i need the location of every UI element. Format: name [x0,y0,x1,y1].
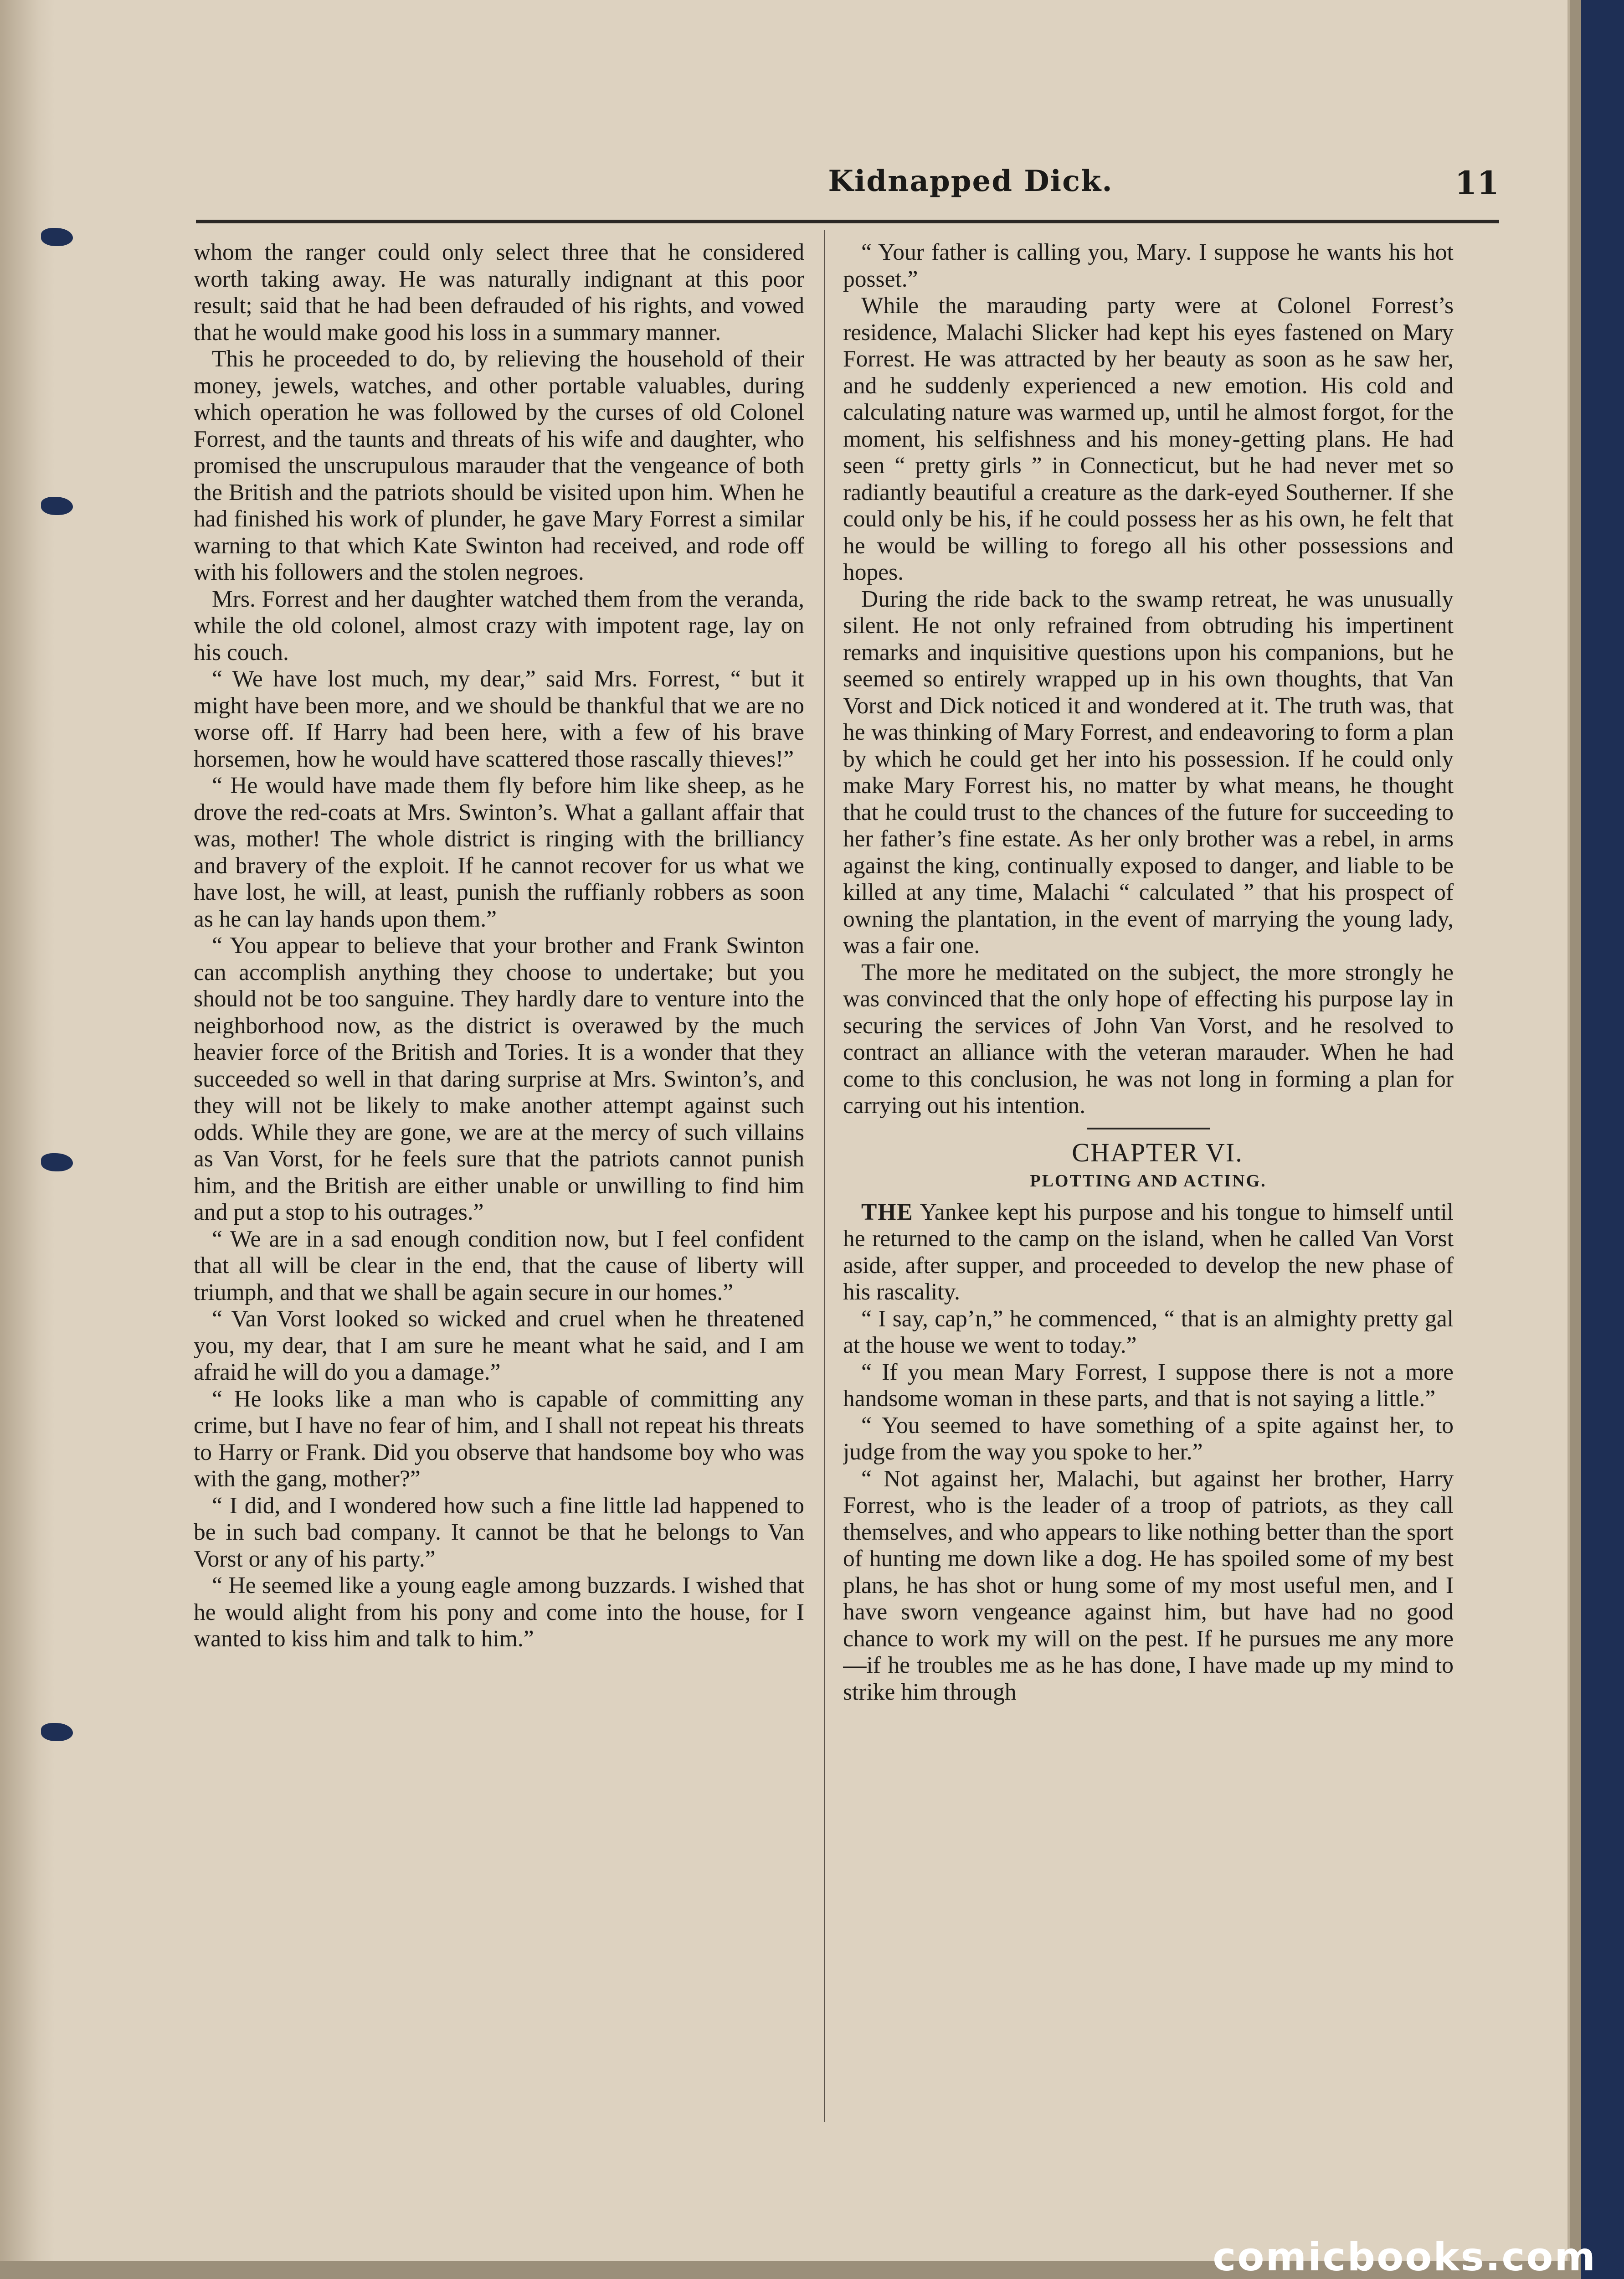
paragraph: “ We are in a sad enough condition now, but I feel confident that all will be clear in the end, that the cause of liberty will triumph, and that we shall be again secure in our homes.” [194,1226,804,1305]
binding-stitch [41,1153,73,1171]
paragraph: “ If you mean Mary Forrest, I suppose there is not a more handsome woman in these parts, and that is not saying a little.” [843,1359,1454,1412]
binding-stitch [41,1723,73,1741]
running-title: Kidnapped Dick. [828,164,1113,198]
chapter-rule [1087,1128,1210,1129]
chapter-title: CHAPTER VI. [1072,1137,1243,1167]
paragraph: “ I say, cap’n,” he commenced, “ that is an almighty pretty gal at the house we went to today.” [843,1305,1454,1358]
watermark: comicbooks.com [1213,2234,1597,2279]
chapter-first-paragraph [843,1199,1454,1306]
paragraph: The more he meditated on the subject, the more strongly he was convinced that the only hope of effecting his purpose lay in securing the services of John Van Vorst, and he resolved to contract an alliance with the veteran marauder. When he had come to this conclusion, he was not long in forming a plan for carrying out his intention. [843,959,1454,1119]
paragraph: “ He seemed like a young eagle among buzzards. I wished that he would alight from his pony and come into the house, for I wanted to kiss him and talk to him.” [194,1573,804,1652]
paragraph: Mrs. Forrest and her daughter watched them from the veranda, while the old colonel, almost crazy with impotent rage, lay on his couch. [194,586,804,665]
right-column-bottom-text [843,1306,1454,1706]
paragraph: “ Van Vorst looked so wicked and cruel when he threatened you, my dear, that I am sure he meant what he said, and I am afraid he will do you a damage.” [194,1306,804,1385]
binding-stitch [41,228,73,246]
paragraph: “ Not against her, Malachi, but against her brother, Harry Forrest, who is the leader of a troop of patriots, as they call themselves, and who appears to like nothing better than the sport of hunting me down like a dog. He has spoiled some of my best plans, he has shot or hung some of my most useful men, and I have sworn vengeance against him, but have had no good chance to work my will on the pest. If he pursues me any more—if he troubles me as he has done, I have made up my mind to strike him through [843,1465,1454,1705]
paragraph: “ We have lost much, my dear,” said Mrs. Forrest, “ but it might have been more, and we should be thankful that we are no worse off. If Harry had been here, with a few of his brave horsemen, how he would have scattered those rascally thieves!” [194,666,804,772]
paragraph: While the marauding party were at Colonel Forrest’s residence, Malachi Slicker had kept his eyes fastened on Mary Forrest. He was attracted by her beauty as soon as he saw her, and he suddenly experienced a new emotion. His cold and calculating nature was warmed up, until he almost forgot, for the moment, his selfishness and his money-getting plans. He had seen “ pretty girls ” in Connecticut, but he had never met so radiantly beautiful a creature as the dark-eyed Southerner. If she could only be his, if he could possess her as his own, he felt that he would be willing to forego all his other possessions and hopes. [843,293,1454,585]
binding-gutter [0,0,55,2261]
chapter-lead-word: THE [861,1199,914,1225]
left-column [194,239,804,2108]
right-column [843,239,1454,2108]
paragraph: “ He would have made them fly before him like sheep, as he drove the red-coats at Mrs. Swinton’s. What a gallant affair that was, mother! The whole district is ringing with the brilliancy and bravery of the exploit. If he cannot recover for us what we have lost, he will, at least, punish the ruffianly robbers as soon as he can lay hands upon them.” [194,773,804,932]
paragraph: This he proceeded to do, by relieving the household of their money, jewels, watches, and other portable valuables, during which operation he was followed by the curses of old Colonel Forrest, and the taunts and threats of his wife and daughter, who promised the unscrupulous marauder that the vengeance of both the British and the patriots should be visited upon him. When he had finished his work of plunder, he gave Mary Forrest a similar warning to that which Kate Swinton had received, and rode off with his followers and the stolen negroes. [194,346,804,585]
column-divider [824,230,825,2122]
right-column-top-text [843,239,1454,1119]
paragraph: whom the ranger could only select three that he considered worth taking away. He was naturally indignant at this poor result; said that he had been defrauded of his rights, and vowed that he would make good his loss in a summary manner. [194,239,804,345]
chapter-first-paragraph-text: Yankee kept his purpose and his tongue to himself until he returned to the camp on the island, when he called Van Vorst aside, after supper, and proceeded to develop the new phase of his rascality. [843,1199,1454,1305]
header-rule [196,220,1499,223]
paragraph: “ He looks like a man who is capable of committing any crime, but I have no fear of him, and I shall not repeat his threats to Harry or Frank. Did you observe that handsome boy who was with the gang, mother?” [194,1386,804,1492]
paragraph: “ You appear to believe that your brother and Frank Swinton can accomplish anything they choose to undertake; but you should not be too sanguine. They hardly dare to venture into the neighborhood now, as the district is overawed by the much heavier force of the British and Tories. It is a wonder that they succeeded so well in that daring surprise at Mrs. Swinton’s, and they will not be likely to make another attempt against such odds. While they are gone, we are at the mercy of such villains as Van Vorst, for he feels sure that the patriots cannot punish him, and the British are either unable or unwilling to find him and put a stop to his outrages.” [194,933,804,1225]
page-number: 11 [1454,164,1499,202]
page-header [196,164,1499,214]
paragraph: “ I did, and I wondered how such a fine little lad happened to be in such bad company. It cannot be that he belongs to Van Vorst or any of his party.” [194,1492,804,1572]
paragraph: During the ride back to the swamp retreat, he was unusually silent. He not only refrained from obtruding his impertinent remarks and inquisitive questions upon his companions, but he seemed so entirely wrapped up in his own thoughts, that Van Vorst and Dick noticed it and wondered at it. The truth was, that he was thinking of Mary Forrest, and endeavoring to form a plan by which he could get her into his possession. If he could only make Mary Forrest his, no matter by what means, he thought that he could trust to the chances of the future for succeeding to her father’s fine estate. As her only brother was a rebel, in arms against the king, continually exposed to danger, and liable to be killed at any time, Malachi “ calculated ” that his prospect of owning the plantation, in the event of marrying the young lady, was a fair one. [843,586,1454,959]
binding-stitch [41,497,73,515]
chapter-subtitle: PLOTTING AND ACTING. [1030,1171,1267,1191]
paragraph: “ You seemed to have something of a spite against her, to judge from the way you spoke to her.” [843,1412,1454,1465]
paragraph: “ Your father is calling you, Mary. I suppose he wants his hot posset.” [843,239,1454,292]
